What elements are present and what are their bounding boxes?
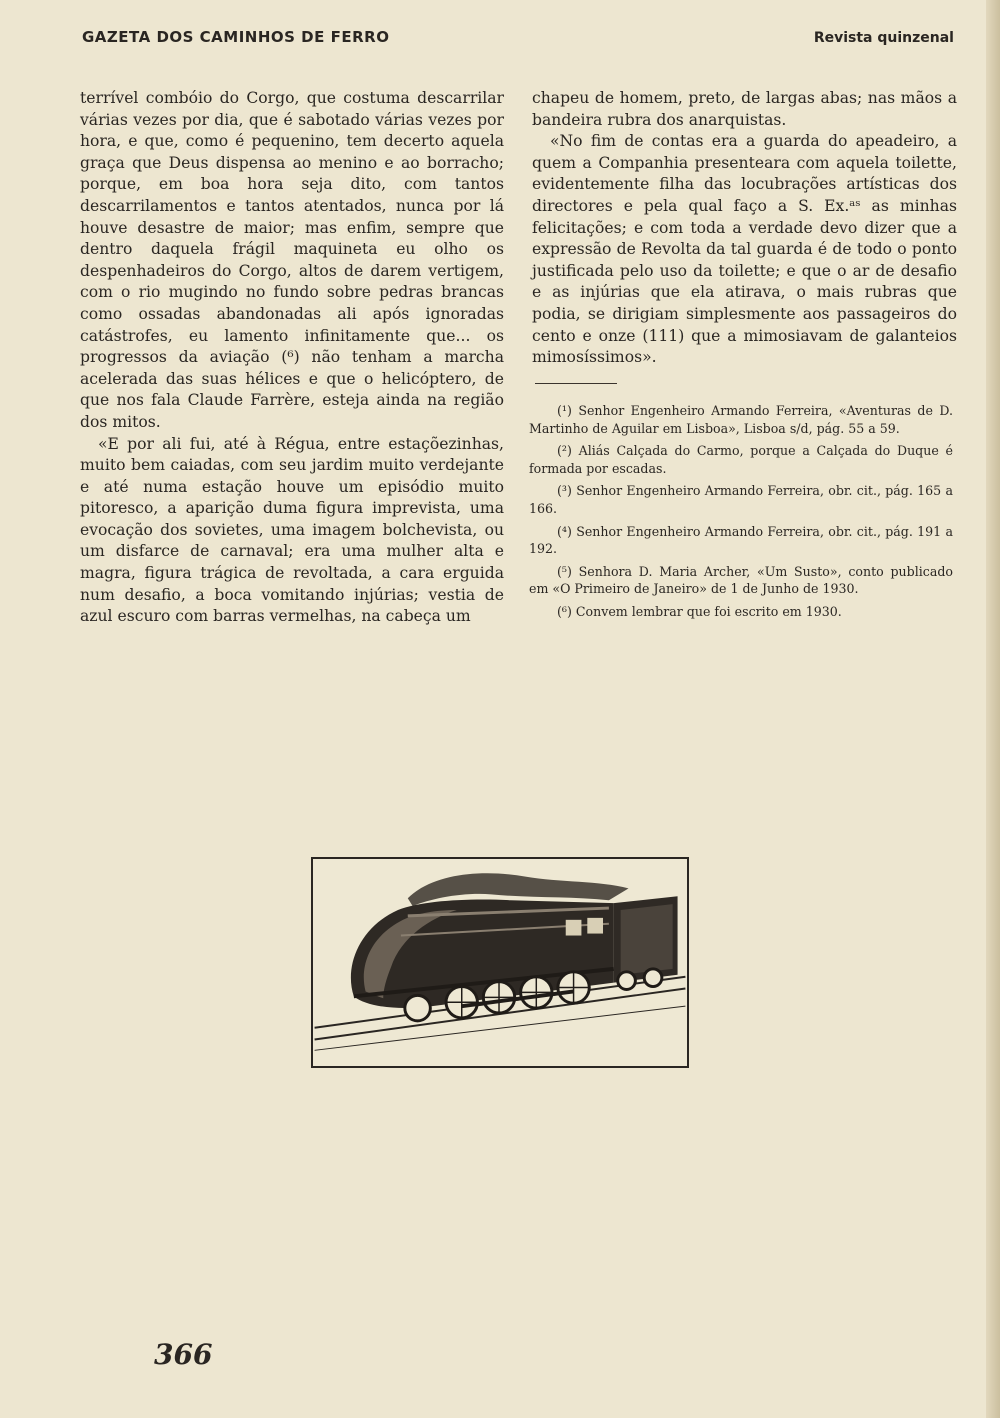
footnotes xyxy=(529,402,953,626)
footnote-text: Aliás Calçada do Carmo, porque a Calçada do Duque é formada por escadas. xyxy=(529,443,953,476)
right-column xyxy=(532,88,957,369)
footnote-mark: (⁵) xyxy=(557,563,572,579)
journal-subtitle: Revista quinzenal xyxy=(813,30,954,46)
footnote-text: Senhor Engenheiro Armando Ferreira, obr. cit., pág. 165 a 166. xyxy=(529,483,953,516)
left-column xyxy=(80,88,504,628)
footnote-mark: (²) xyxy=(557,443,572,459)
paragraph: chapeu de homem, preto, de largas abas; nas mãos a bandeira rubra dos anarquistas. xyxy=(532,89,957,129)
page-edge xyxy=(986,0,1000,1418)
footnote-mark: (³) xyxy=(557,483,572,499)
footnote-text: Convem lembrar que foi escrito em 1930. xyxy=(575,603,842,619)
footnote-divider xyxy=(535,383,617,384)
footnote xyxy=(529,482,953,517)
footnote-text: Senhor Engenheiro Armando Ferreira, obr. cit., pág. 191 a 192. xyxy=(529,523,953,557)
footnote xyxy=(529,523,953,558)
footnote-mark: (¹) xyxy=(557,403,572,418)
locomotive-engraving-icon xyxy=(313,859,687,1066)
footnote-mark: (⁴) xyxy=(557,523,572,539)
page-number: 366 xyxy=(154,1338,213,1371)
paragraph: «No fim de contas era a guarda do apeadeiro, a quem a Companhia presenteara com aquela toilette, evidentemente filha das locubrações artísticas dos directores e pela qual faço a S. Ex.ᵃˢ as minhas felicitações; e com toda a verdade devo dizer que a expressão de Revolta da tal guarda é de todo o ponto justificada pelo uso da toilette; e que o ar de desafio e as injúrias que ela atirava, o mais rubras que podia, se dirigiam simplesmente aos passageiros do cento e onze (111) que a mimosiavam de galanteios mimosíssimos». xyxy=(532,132,957,367)
journal-title: GAZETA DOS CAMINHOS DE FERRO xyxy=(82,28,390,46)
footnote xyxy=(529,402,953,437)
footnote xyxy=(529,603,953,621)
footnote xyxy=(529,563,953,598)
paragraph: «E por ali fui, até à Régua, entre estaçõezinhas, muito bem caiadas, com seu jardim muito verdejante e até numa estação houve um episódio muito pitoresco, a aparição duma figura imprevista, uma evocação dos sovietes, uma imagem bolchevista, ou um disfarce de carnaval; era uma mulher alta e magra, figura trágica de revoltada, a cara erguida num desafio, a boca vomitando injúrias; vestia de azul escuro com barras vermelhas, na cabeça um xyxy=(80,434,504,626)
footnote-mark: (⁶) xyxy=(557,603,572,619)
footnote xyxy=(529,442,953,477)
paragraph: terrível combóio do Corgo, que costuma descarrilar várias vezes por dia, que é sabotado várias vezes por hora, e que, como é pequenino, tem decerto aquela graça que Deus dispensa ao menino e ao borracho; porque, em boa hora seja dito, com tantos descarrilamentos e tantos atentados, nunca por lá houve desastre de maior; mas enfim, sempre que dentro daquela frágil maquineta eu olho os despenhadeiros do Corgo, altos de darem vertigem, com o rio mugindo no fundo sobre pedras brancas como ossadas abandonadas ali após ignoradas catástrofes, eu lamento infinitamente que... os progressos da aviação (⁶) não tenham a marcha acelerada das suas hélices e que o helicóptero, de que nos fala Claude Farrère, esteja ainda na região dos mitos. xyxy=(80,89,504,431)
footnote-text: Senhor Engenheiro Armando Ferreira, «Aventuras de D. Martinho de Aguilar em Lisboa», Lisboa s/d, pág. 55 a 59. xyxy=(529,403,953,436)
locomotive-illustration xyxy=(311,857,689,1068)
footnote-text: Senhora D. Maria Archer, «Um Susto», conto publicado em «O Primeiro de Janeiro» de 1 de Junho de 1930. xyxy=(529,563,953,597)
